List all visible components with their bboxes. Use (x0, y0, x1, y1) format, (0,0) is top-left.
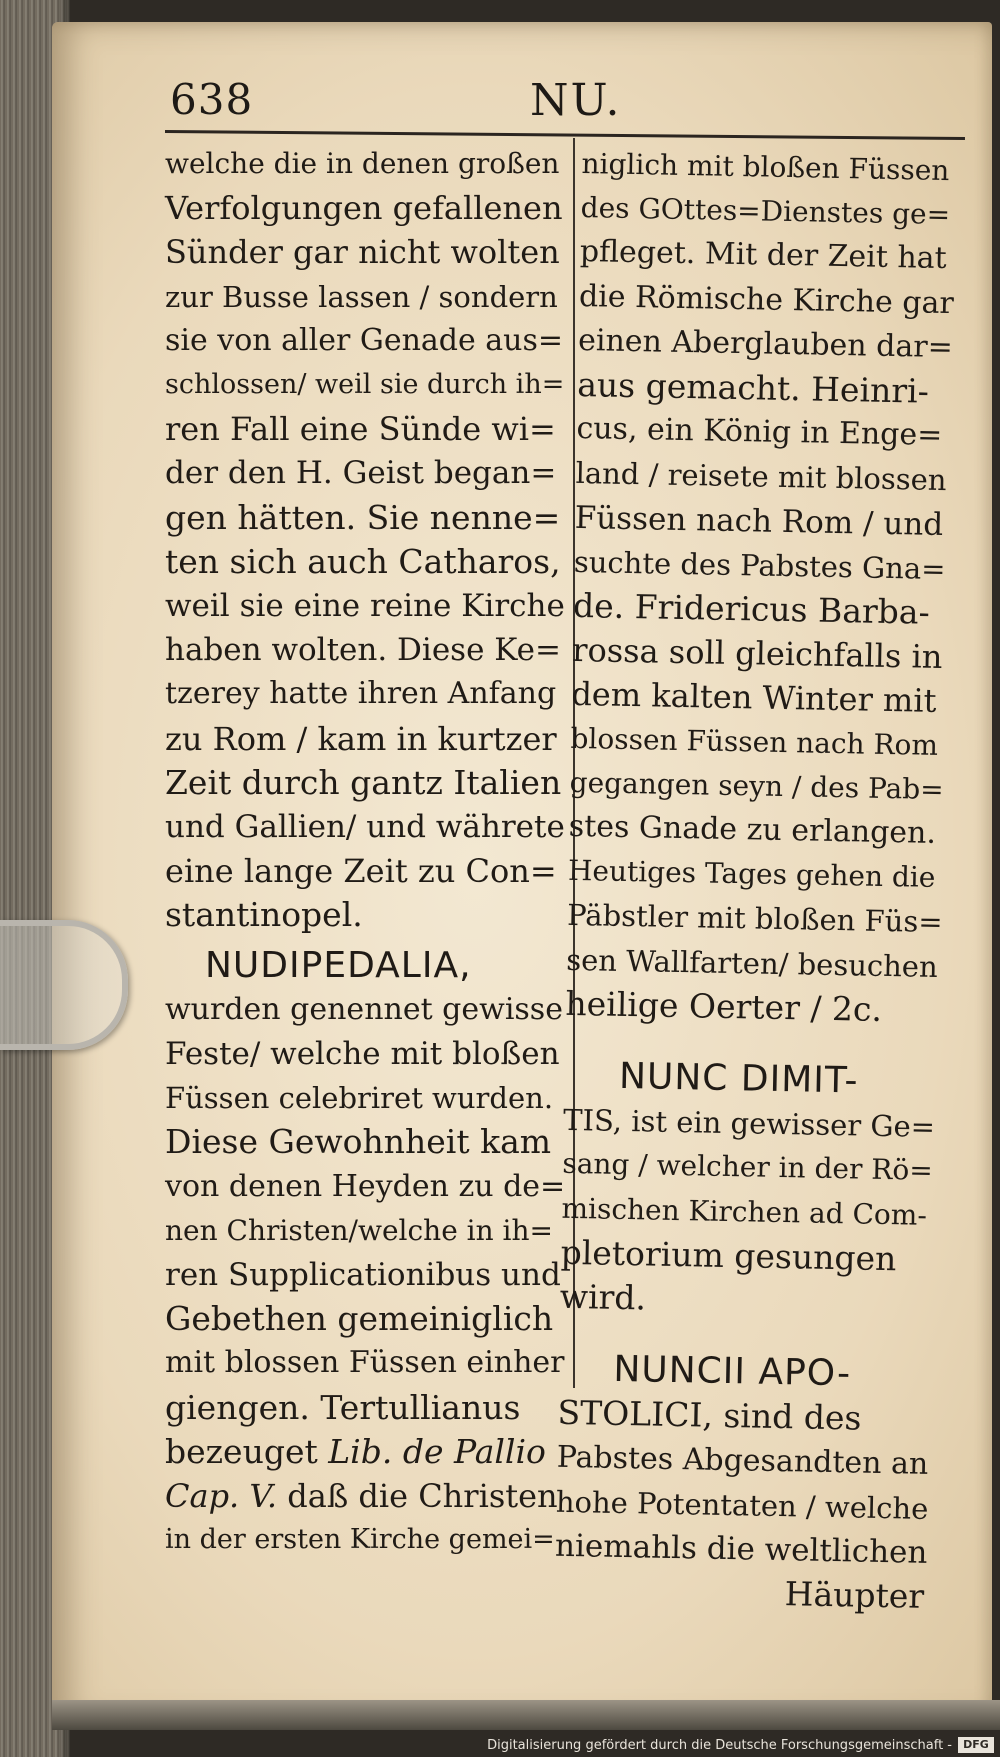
text-line: in der ersten Kirche gemei= (165, 1524, 555, 1556)
text-line: Verfolgungen gefallenen (165, 189, 563, 228)
text-line: eine lange Zeit zu Con= (165, 852, 557, 891)
text-line: mischen Kirchen ad Com- (561, 1191, 928, 1232)
text-line: giengen. Tertullianus (165, 1387, 521, 1427)
text-line: land / reisete mit blossen (575, 456, 947, 498)
running-head: NU. (530, 75, 622, 126)
text-line: de. Fridericus Barba- (572, 585, 931, 632)
text-line: Päbstler mit bloßen Füs= (566, 898, 943, 940)
text-line: mit blossen Füssen einher (165, 1345, 565, 1381)
text-line: aus gemacht. Heinri- (576, 364, 930, 411)
text-line: sen Wallfarten/ besuchen (565, 942, 939, 984)
dfg-logo-icon: DFG (958, 1737, 994, 1753)
right-column (554, 142, 957, 1619)
text-line: tzerey hatte ihren Anfang (165, 676, 557, 712)
text-line: ten sich auch Catharos, (165, 541, 561, 581)
text-line: Sünder gar nicht wolten (165, 233, 560, 272)
text-line: gen hätten. Sie nenne= (165, 497, 561, 537)
text-line: Häupter (784, 1574, 925, 1617)
text-line: Pabstes Abgesandten an (556, 1439, 929, 1482)
text-line: zur Busse lassen / sondern (165, 279, 558, 314)
left-column (165, 142, 565, 1563)
text-line: heilige Oerter / 2c. (565, 983, 883, 1029)
text-line: und Gallien/ und währete (165, 809, 565, 846)
entry-heading-nuncii-apostolici: NUNCII APO- (613, 1349, 852, 1395)
text-line: blossen Füssen nach Rom (570, 721, 939, 762)
text-line: wurden genennet gewisse (165, 991, 563, 1027)
text-line: die Römische Kirche gar (578, 278, 955, 321)
text-line: sang / welcher in der Rö= (562, 1147, 934, 1188)
text-line: haben wolten. Diese Ke= (165, 632, 561, 669)
latin-citation: Cap. V. (165, 1477, 278, 1516)
text-line: welche die in denen großen (165, 147, 560, 180)
text-line: ren Fall eine Sünde wi= (165, 410, 556, 449)
text-line: cus, ein König in Enge= (576, 411, 943, 454)
text-line: zu Rom / kam in kurtzer (165, 719, 557, 758)
entry-heading-nunc-dimittis: NUNC DIMIT- (618, 1055, 859, 1102)
page-header (170, 75, 960, 135)
text-line: der den H. Geist began= (165, 455, 557, 492)
text-line: stes Gnade zu erlangen. (568, 808, 937, 851)
text-line: Gebethen gemeiniglich (165, 1299, 554, 1339)
text-line: dem kalten Winter mit (571, 675, 937, 721)
book-bottom-edge (52, 1700, 1000, 1730)
text-line: Feste/ welche mit bloßen (165, 1036, 560, 1073)
text-line: hohe Potentaten / welche (555, 1484, 929, 1526)
text-line: Füssen nach Rom / und (574, 499, 944, 543)
text-line (165, 1430, 565, 1474)
text-line: Heutiges Tages gehen die (567, 854, 936, 895)
text-line: pfleget. Mit der Zeit hat (579, 234, 948, 277)
latin-citation: Lib. de Pallio (328, 1431, 546, 1471)
text-line: sie von aller Genade aus= (165, 322, 564, 358)
text-line: einen Aberglauben dar= (577, 322, 954, 365)
text-line: TIS, ist ein gewisser Ge= (562, 1103, 936, 1145)
text-line: wird. (559, 1276, 647, 1318)
digitization-credit: Digitalisierung gefördert durch die Deutsche Forschungsgemeinschaft - (487, 1738, 952, 1753)
text-line: STOLICI, sind des (557, 1393, 862, 1439)
text-line: niglich mit bloßen Füssen (581, 146, 950, 188)
text-line (165, 1474, 565, 1518)
text-line: nen Christen/welche in ih= (165, 1213, 554, 1247)
text-line: Füssen celebriret wurden. (165, 1081, 554, 1116)
text-fragment: bezeuget (165, 1431, 318, 1471)
text-line: schlossen/ weil sie durch ih= (165, 369, 565, 401)
text-line: weil sie eine reine Kirche (165, 588, 565, 625)
text-line: Zeit durch gantz Italien (165, 762, 562, 802)
text-line: gegangen seyn / des Pab= (569, 765, 944, 806)
text-fragment: daß die Christen (287, 1477, 558, 1516)
entry-heading-nudipedalia: NUDIPEDALIA, (205, 944, 472, 986)
text-line: stantinopel. (165, 895, 363, 935)
text-line: pletorium gesungen (560, 1232, 897, 1279)
text-line: Diese Gewohnheit kam (165, 1122, 552, 1162)
text-line: ren Supplicationibus und (165, 1257, 561, 1294)
page-clip (0, 920, 128, 1050)
text-line: suchte des Pabstes Gna= (573, 544, 946, 586)
page-number: 638 (170, 75, 254, 124)
text-line: niemahls die weltlichen (554, 1527, 928, 1571)
text-line: rossa soll gleichfalls in (571, 631, 943, 677)
text-line: des GOttes=Dienstes ge= (580, 191, 951, 232)
text-line: von denen Heyden zu de= (165, 1168, 566, 1204)
